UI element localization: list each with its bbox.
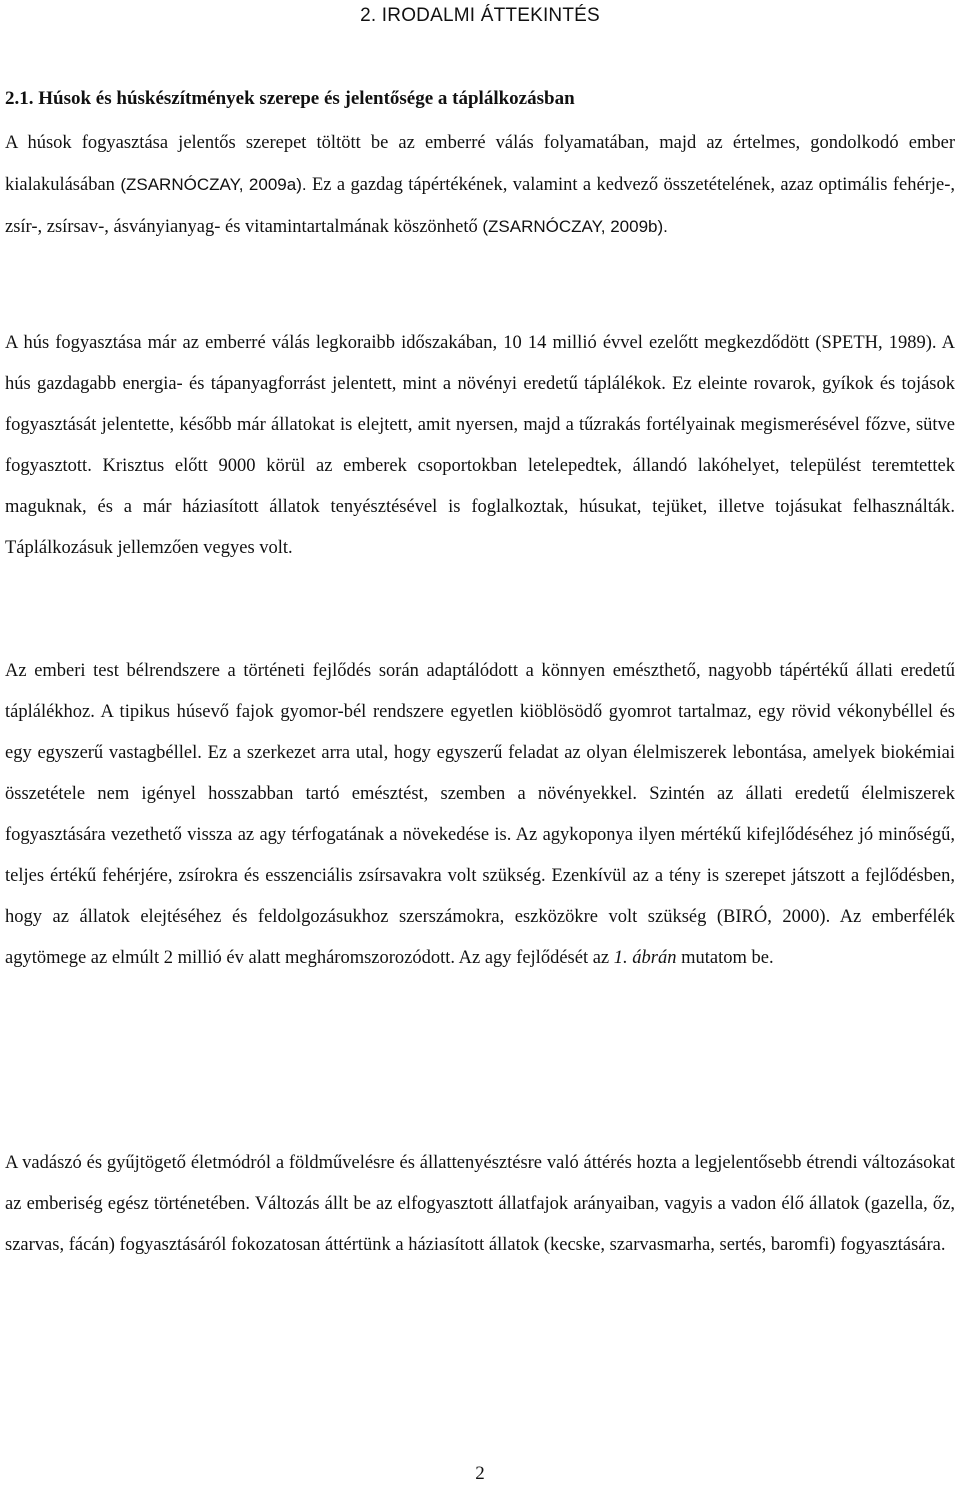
paragraph-1 — [5, 123, 955, 248]
paragraph-1-text-a: A húsok fogyasztása jelentős szerepet töltött be az emberré válás folyamatában, majd az értelmes, gondolkodó ember kialakulásában — [5, 133, 955, 195]
citation-zsarnoczay-2009b: (ZSARNÓCZAY, 2009b). — [482, 217, 668, 236]
paragraph-1-text-b: Ez a gazdag tápértékének, valamint a kedvező összetételének, azaz optimális fehérje-, zsír-, zsírsav-, ásványianyag- és vitamintartalmának köszönhető — [5, 175, 955, 237]
paragraph-2: A hús fogyasztása már az emberré válás legkoraibb időszakában, 10 14 millió évvel ezelőtt megkezdődött (SPETH, 1989). A hús gazdagabb energia- és tápanyagforrást jelentett, mint a növényi eredetű táplálékok. Ez eleinte rovarok, gyíkok és tojások fogyasztását jelentette, később már állatokat is elejtett, amit nyersen, majd a tűzrakás fortélyainak megismerésével főzve, sütve fogyasztott. Krisztus előtt 9000 körül az emberek csoportokban letelepedtek, állandó lakóhelyet, települést teremtettek maguknak, és a már háziasított állatok tenyésztésével is foglalkoztak, húsukat, tejüket, illetve tojásukat felhasználták. Táplálkozásuk jellemzően vegyes volt. — [5, 333, 955, 558]
page-number: 2 — [475, 1463, 485, 1484]
paragraph-3-tail: mutatom be. — [676, 948, 774, 968]
figure-reference: 1. ábrán — [613, 948, 677, 968]
paragraph-3-text: Az emberi test bélrendszere a történeti fejlődés során adaptálódott a könnyen emészthető, nagyobb tápértékű állati eredetű táplálékhoz. A tipikus húsevő fajok gyomor-bél rendszere egyetlen kiöblösödő gyomrot tartalmaz, egy rövid vékonybéllel és egy egyszerű vastagbéllel. Ez a szerkezet arra utal, hogy egyszerű feladat az olyan élelmiszerek lebontása, amelyek biokémiai összetétele nem igényel hosszabban tartó emésztést, szemben a növényekkel. Szintén az állati eredetű élelmiszerek fogyasztására vezethető vissza az agy térfogatának a növekedése is. Az agykoponya ilyen mértékű kifejlődéséhez jó minőségű, teljes értékű fehérjére, zsírokra és esszenciális zsírsavakra volt szükség. Ezenkívül az a tény is szerepet játszott a fejlődésben, hogy az állatok elejtéséhez és feldolgozásukhoz szerszámokra, eszközökre volt szükség (BIRÓ, 2000). Az emberfélék agytömege az elmúlt 2 millió év alatt megháromszorozódott. Az agy fejlődését az — [5, 661, 955, 968]
chapter-title: 2. IRODALMI ÁTTEKINTÉS — [360, 5, 600, 26]
section-title: 2.1. Húsok és húskészítmények szerepe és jelentősége a táplálkozásban — [5, 88, 575, 109]
paragraph-3 — [5, 651, 955, 979]
paragraph-4: A vadászó és gyűjtögető életmódról a földművelésre és állattenyésztésre való áttérés hozta a legjelentősebb étrendi változásokat az emberiség egész történetében. Változás állt be az elfogyasztott állatfajok arányaiban, vagyis a vadon élő állatok (gazella, őz, szarvas, fácán) fogyasztásáról fokozatosan áttértünk a háziasított állatok (kecske, szarvasmarha, sertés, baromfi) fogyasztására. — [5, 1153, 955, 1255]
citation-zsarnoczay-2009a: (ZSARNÓCZAY, 2009a). — [120, 175, 307, 194]
